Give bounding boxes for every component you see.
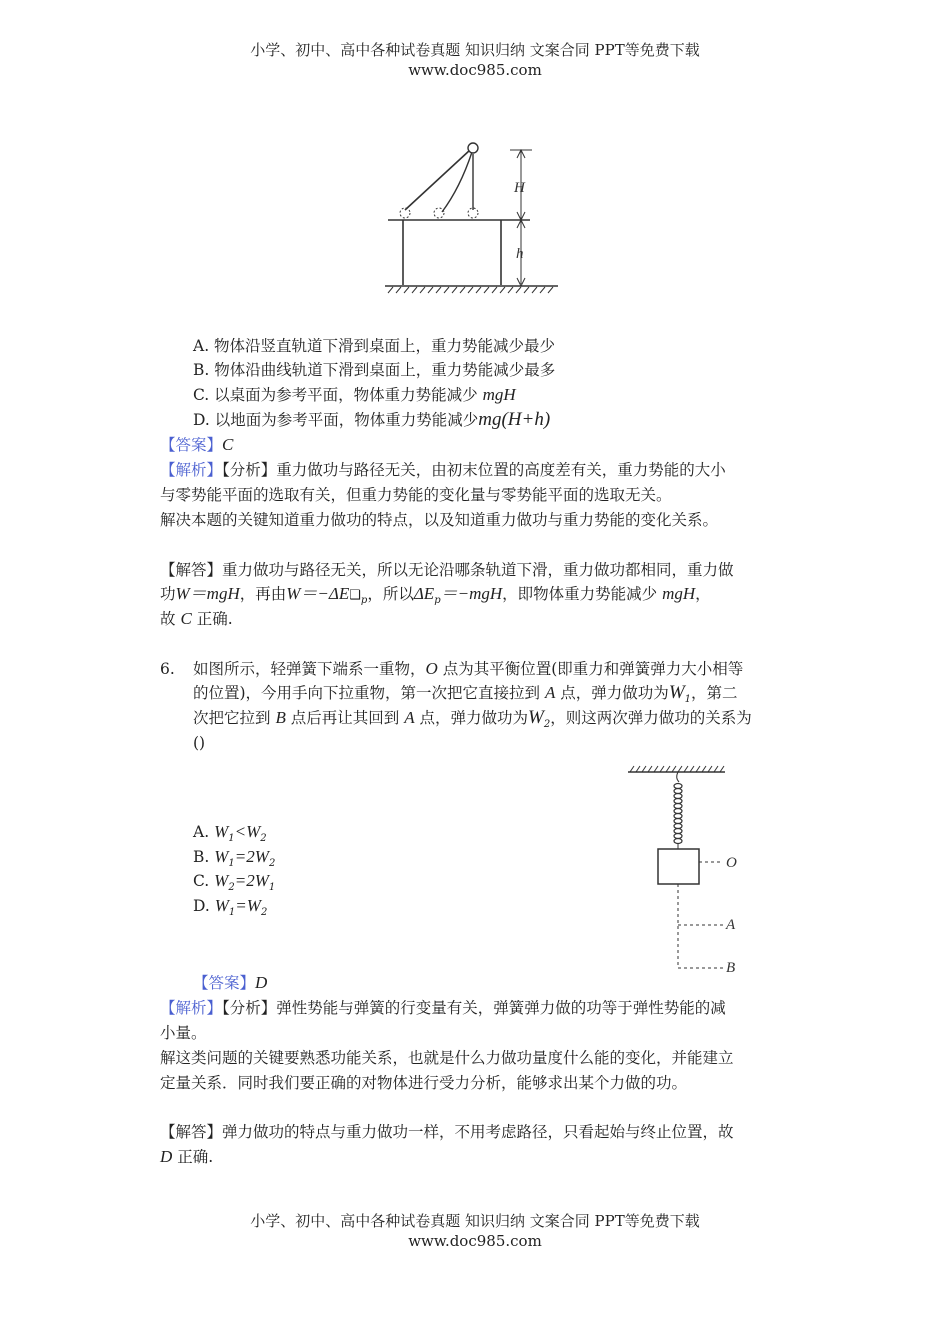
math: mg(H+h) (478, 409, 551, 430)
sub: 1 (228, 907, 236, 919)
analysis-label: 【解析】 (160, 461, 223, 479)
sub: p (434, 595, 441, 607)
math: W (254, 846, 269, 866)
t: 点为其平衡位置(即重力和弹簧弹力大小相等 (437, 660, 744, 678)
math: mgH (482, 385, 516, 404)
math: ＝−mgH (440, 584, 503, 603)
math: O (425, 659, 438, 678)
missing-glyph-box: ❑ (349, 588, 361, 603)
q5-option-d (193, 410, 550, 430)
q5-analysis-3: 解决本题的关键知道重力做功的特点，以及知道重力做功与重力势能的变化关系。 (160, 511, 719, 529)
label-O: O (726, 855, 737, 871)
analysis-text: 【分析】重力做功与路径无关，由初末位置的高度差有关，重力势能的大小 (222, 461, 726, 479)
t: ，则这两次弹力做功的关系为 (550, 709, 752, 727)
math: C (180, 609, 192, 628)
math-operator: =2 (234, 846, 255, 866)
q6-solution-1: 【解答】弹力做功的特点与重力做功一样，不用考虑路径，只看起始与终止位置，故 (160, 1123, 734, 1141)
q5-solution-2 (160, 584, 711, 611)
sub: p (360, 595, 368, 607)
math: W (246, 822, 261, 841)
math-operator: < (234, 822, 247, 841)
answer-value: D (255, 973, 268, 992)
q6-stem-1 (193, 659, 743, 679)
q6-analysis-4: 定量关系．同时我们要正确的对物体进行受力分析，能够求出某个力做的功。 (160, 1074, 688, 1092)
math: A (544, 683, 556, 702)
q6-stem-3 (193, 708, 752, 735)
t: 故 (160, 610, 181, 628)
label-B: B (726, 960, 736, 976)
t: 点后再让其回到 (285, 709, 405, 727)
sub: 1 (268, 882, 276, 894)
answer-label: 【答案】 (160, 436, 223, 454)
sub: 1 (228, 833, 235, 845)
option-text: D. 以地面为参考平面，物体重力势能减少 (193, 411, 479, 429)
math-operator: =2 (234, 871, 255, 891)
sub: 1 (684, 694, 692, 706)
q6-option (193, 847, 275, 874)
math: B (275, 708, 286, 727)
t: 点，弹力做功为 (555, 684, 669, 702)
q5-analysis-2: 与零势能平面的选取有关，但重力势能的变化量与零势能平面的选取无关。 (160, 486, 672, 504)
t: 功 (160, 585, 176, 603)
header-line1: 小学、初中、高中各种试卷真题 知识归纳 文案合同 PPT等免费下载 (250, 41, 700, 59)
t: 点，弹力做功为 (414, 709, 529, 727)
math: D (160, 1147, 173, 1166)
q6-number: 6. (160, 660, 175, 678)
q6-option (193, 871, 275, 898)
sub: 2 (228, 882, 235, 894)
analysis-label: 【解析】 (160, 999, 223, 1017)
math: W＝−ΔE (286, 584, 350, 603)
analysis-text: 【分析】弹性势能与弹簧的行变量有关，弹簧弹力做的功等于弹性势能的减 (222, 999, 726, 1017)
header-url[interactable]: www.doc985.com (408, 61, 542, 79)
sub: 2 (268, 857, 276, 869)
math: W (528, 707, 544, 728)
spring-mass-figure (625, 764, 745, 979)
t: ，所以 (367, 585, 414, 603)
q6-solution-2 (160, 1147, 213, 1167)
q5-solution-1: 【解答】重力做功与路径无关，所以无论沿哪条轨道下滑，重力做功都相同，重力做 (160, 561, 734, 579)
math: W (214, 822, 229, 841)
t: ，再由 (239, 585, 287, 603)
answer-label: 【答案】 (193, 974, 256, 992)
sub: 2 (260, 907, 268, 919)
math: W (214, 846, 229, 866)
t: 正确. (172, 1148, 214, 1166)
sub: 2 (543, 719, 551, 731)
q5-analysis-1 (160, 460, 726, 480)
label-h: h (516, 246, 524, 262)
t: 正确. (191, 610, 233, 628)
sub: 2 (260, 833, 267, 845)
footer-url[interactable]: www.doc985.com (408, 1232, 542, 1250)
label-A: A (726, 917, 736, 933)
math-operator: = (235, 896, 247, 916)
q6-analysis-3: 解这类问题的关键要熟悉功能关系，也就是什么力做功量度什么能的变化，并能建立 (160, 1049, 734, 1067)
math: W (214, 896, 229, 916)
math: W (668, 682, 685, 703)
math: W (254, 871, 269, 891)
t: 次把它拉到 (193, 709, 276, 727)
math: A (404, 708, 415, 727)
t: 的位置)，今用手向下拉重物，第一次把它直接拉到 (193, 684, 545, 702)
option-label: C. (193, 872, 215, 891)
q5-option-a: A. 物体沿竖直轨道下滑到桌面上，重力势能减少最少 (193, 337, 556, 355)
option-label: D. (193, 897, 215, 916)
math: W (246, 896, 261, 916)
q6-analysis-2: 小量。 (160, 1024, 207, 1042)
q5-answer (160, 435, 233, 455)
q6-answer (193, 973, 267, 993)
q6-stem-2 (193, 683, 738, 710)
option-label: B. (193, 847, 215, 866)
math: mgH (662, 584, 696, 603)
math: W (214, 871, 229, 891)
q5-option-c (193, 385, 516, 405)
q5-solution-3 (160, 609, 233, 629)
t: ，即物体重力势能减少 (502, 585, 663, 603)
q6-analysis-1 (160, 998, 726, 1018)
sub: 1 (228, 857, 235, 869)
q6-stem-4: () (193, 734, 206, 752)
label-H: H (514, 180, 525, 196)
option-text: C. 以桌面为参考平面，物体重力势能减少 (193, 386, 483, 404)
t: 如图所示，轻弹簧下端系一重物， (193, 660, 426, 678)
t: ，第二 (691, 684, 738, 702)
t: ， (695, 585, 711, 603)
q6-option (193, 822, 267, 849)
option-label: A. (193, 823, 215, 841)
footer-line1: 小学、初中、高中各种试卷真题 知识归纳 文案合同 PPT等免费下载 (250, 1212, 700, 1230)
math: W＝mgH (175, 584, 240, 603)
incline-track-figure (380, 138, 565, 298)
math: ΔE (413, 584, 435, 603)
q5-option-b: B. 物体沿曲线轨道下滑到桌面上，重力势能减少最多 (193, 361, 556, 379)
q6-option (193, 896, 267, 923)
answer-value: C (222, 435, 234, 454)
